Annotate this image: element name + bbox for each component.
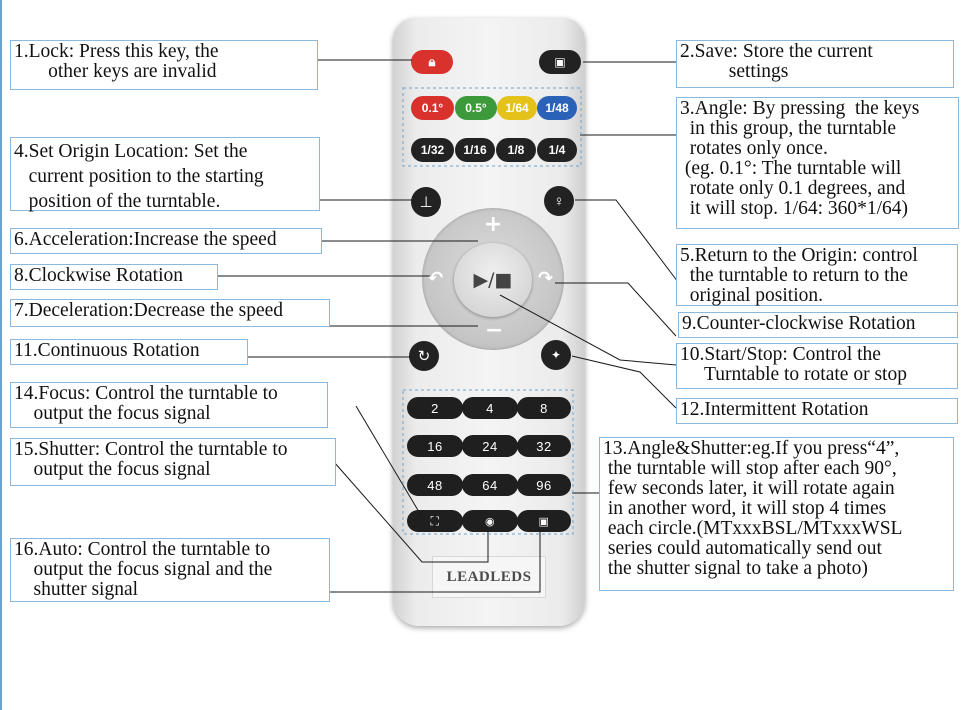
callout-intermittent: 12.Intermittent Rotation [676, 398, 958, 424]
continuous-rotation-icon: ↻ [417, 348, 431, 365]
intermittent-rotation-icon: ✦ [550, 348, 562, 362]
angle-key-1-4[interactable]: 1/4 [537, 138, 577, 162]
keypad-key-16[interactable]: 16 [407, 435, 463, 457]
clockwise-button[interactable]: ↶ [428, 268, 444, 289]
callout-acceleration: 6.Acceleration:Increase the speed [10, 228, 322, 254]
callout-shutter: 15.Shutter: Control the turntable to output the focus signal [10, 438, 336, 486]
callout-angle: 3.Angle: By pressing the keys in this group, the turntable rotates only once. (eg. 0.1°: The turntable will rotate only 0.1 degrees, and it will stop. 1/64: 360*1/64) [676, 97, 959, 229]
angle-key-1-48[interactable]: 1/48 [537, 96, 577, 120]
callout-auto: 16.Auto: Control the turntable to output the focus signal and the shutter signal [10, 538, 330, 602]
continuous-rotation-button[interactable] [409, 341, 439, 371]
save-icon: ▣ [554, 55, 566, 69]
angle-key-1-64[interactable]: 1/64 [497, 96, 537, 120]
start-stop-button[interactable] [454, 243, 532, 317]
return-origin-button[interactable] [544, 186, 574, 216]
play-pause-icon: ▶/■ [473, 269, 513, 291]
save-button[interactable] [539, 50, 581, 74]
camera-icon: ◉ [484, 515, 496, 528]
angle-key-1-16[interactable]: 1/16 [455, 138, 495, 162]
angle-key-0-5[interactable]: 0.5° [455, 96, 497, 120]
lock-icon: 🔒︎ [428, 54, 436, 69]
focus-button[interactable] [407, 510, 463, 532]
callout-counter-clockwise: 9.Counter-clockwise Rotation [678, 312, 958, 338]
deceleration-button[interactable]: − [485, 318, 504, 343]
keypad-key-32[interactable]: 32 [517, 435, 571, 457]
keypad-key-96[interactable]: 96 [517, 474, 571, 496]
callout-clockwise: 8.Clockwise Rotation [10, 264, 218, 290]
set-origin-button[interactable] [411, 187, 441, 217]
auto-button[interactable] [517, 510, 571, 532]
callout-return-origin: 5.Return to the Origin: control the turntable to return to the original position. [676, 244, 958, 306]
left-border-line [0, 0, 2, 710]
brand-label: LEADLEDS [432, 556, 546, 598]
keypad-key-64[interactable]: 64 [462, 474, 518, 496]
callout-deceleration: 7.Deceleration:Decrease the speed [10, 299, 330, 327]
callout-lock: 1.Lock: Press this key, the other keys are invalid [10, 40, 318, 90]
auto-icon: ▣ [538, 515, 550, 528]
callout-angle-shutter: 13.Angle&Shutter:eg.If you press“4”, the turntable will stop after each 90°, few seconds later, it will rotate again in another word, it will stop 4 times each circle.(MTxxxBSL/MTxxxWSL series could automatically send out the shutter signal to take a photo) [599, 437, 954, 591]
keypad-key-4[interactable]: 4 [462, 397, 518, 419]
counter-clockwise-button[interactable]: ↷ [538, 268, 554, 289]
set-origin-icon: ⊥ [419, 194, 433, 211]
angle-key-1-8[interactable]: 1/8 [496, 138, 536, 162]
return-origin-icon: ♀ [553, 192, 565, 210]
callout-set-origin: 4.Set Origin Location: Set the current position to the starting position of the turntable. [10, 137, 320, 211]
keypad-key-48[interactable]: 48 [407, 474, 463, 496]
keypad-key-24[interactable]: 24 [462, 435, 518, 457]
lock-button[interactable] [411, 50, 453, 74]
angle-key-0-1[interactable]: 0.1° [411, 96, 454, 120]
callout-focus: 14.Focus: Control the turntable to output the focus signal [10, 382, 328, 428]
focus-icon: ⛶ [430, 513, 440, 528]
callout-continuous: 11.Continuous Rotation [10, 339, 248, 365]
intermittent-rotation-button[interactable] [541, 340, 571, 370]
keypad-key-8[interactable]: 8 [517, 397, 571, 419]
keypad-key-2[interactable]: 2 [407, 397, 463, 419]
callout-save: 2.Save: Store the current settings [676, 40, 954, 88]
acceleration-button[interactable]: + [484, 212, 503, 237]
angle-key-1-32[interactable]: 1/32 [411, 138, 454, 162]
shutter-button[interactable] [462, 510, 518, 532]
callout-start-stop: 10.Start/Stop: Control the Turntable to rotate or stop [676, 343, 958, 389]
